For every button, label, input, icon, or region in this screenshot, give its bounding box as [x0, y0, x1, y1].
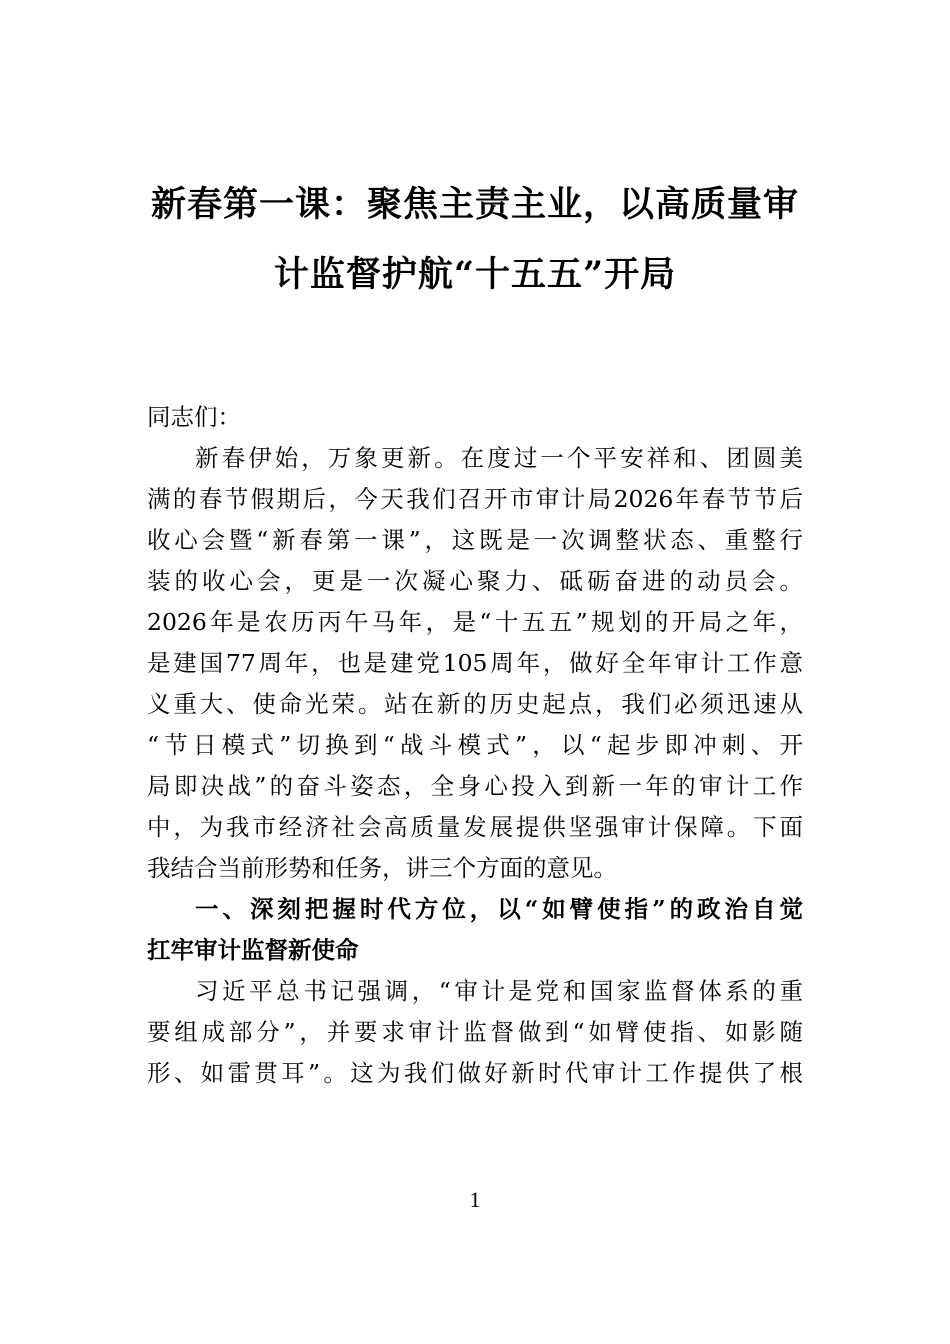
text-line: 收心会暨“新春第一课”，这既是一次调整状态、重整行	[147, 526, 803, 554]
heading-line: 扛牢审计监督新使命	[147, 936, 359, 964]
document-title	[140, 170, 810, 310]
text-line: 新春伊始，万象更新。在度过一个平安祥和、团圆美	[195, 444, 803, 472]
page-number: 1	[469, 1187, 481, 1212]
text-line: “节日模式”切换到“战斗模式”，以“起步即冲刺、开	[147, 731, 803, 759]
text-line: 2026年是农历丙午马年，是“十五五”规划的开局之年，	[147, 608, 803, 636]
text-line: 是建国77周年，也是建党105周年，做好全年审计工作意	[147, 649, 803, 677]
text-line: 义重大、使命光荣。站在新的历史起点，我们必须迅速从	[147, 690, 803, 718]
text-line: 装的收心会，更是一次凝心聚力、砥砺奋进的动员会。	[147, 567, 803, 595]
text-line: 要组成部分”，并要求审计监督做到“如臂使指、如影随	[147, 1018, 803, 1046]
text-line: 形、如雷贯耳”。这为我们做好新时代审计工作提供了根	[147, 1059, 803, 1087]
text-line: 中，为我市经济社会高质量发展提供坚强审计保障。下面	[147, 813, 803, 841]
heading-line: 一、深刻把握时代方位，以“如臂使指”的政治自觉	[195, 895, 803, 923]
document-body	[147, 397, 803, 1094]
title-line: 计监督护航“十五五”开局	[273, 254, 677, 295]
salutation: 同志们：	[147, 403, 241, 431]
text-line: 局即决战”的奋斗姿态，全身心投入到新一年的审计工作	[147, 772, 803, 800]
text-line: 我结合当前形势和任务，讲三个方面的意见。	[147, 854, 617, 882]
paragraph-section-1	[147, 971, 803, 1094]
title-line: 新春第一课：聚焦主责主业，以高质量审	[150, 184, 799, 225]
section-heading-1	[147, 889, 803, 971]
text-line: 满的春节假期后，今天我们召开市审计局2026年春节节后	[147, 485, 803, 513]
paragraph-intro	[147, 438, 803, 889]
text-line: 习近平总书记强调，“审计是党和国家监督体系的重	[195, 977, 803, 1005]
